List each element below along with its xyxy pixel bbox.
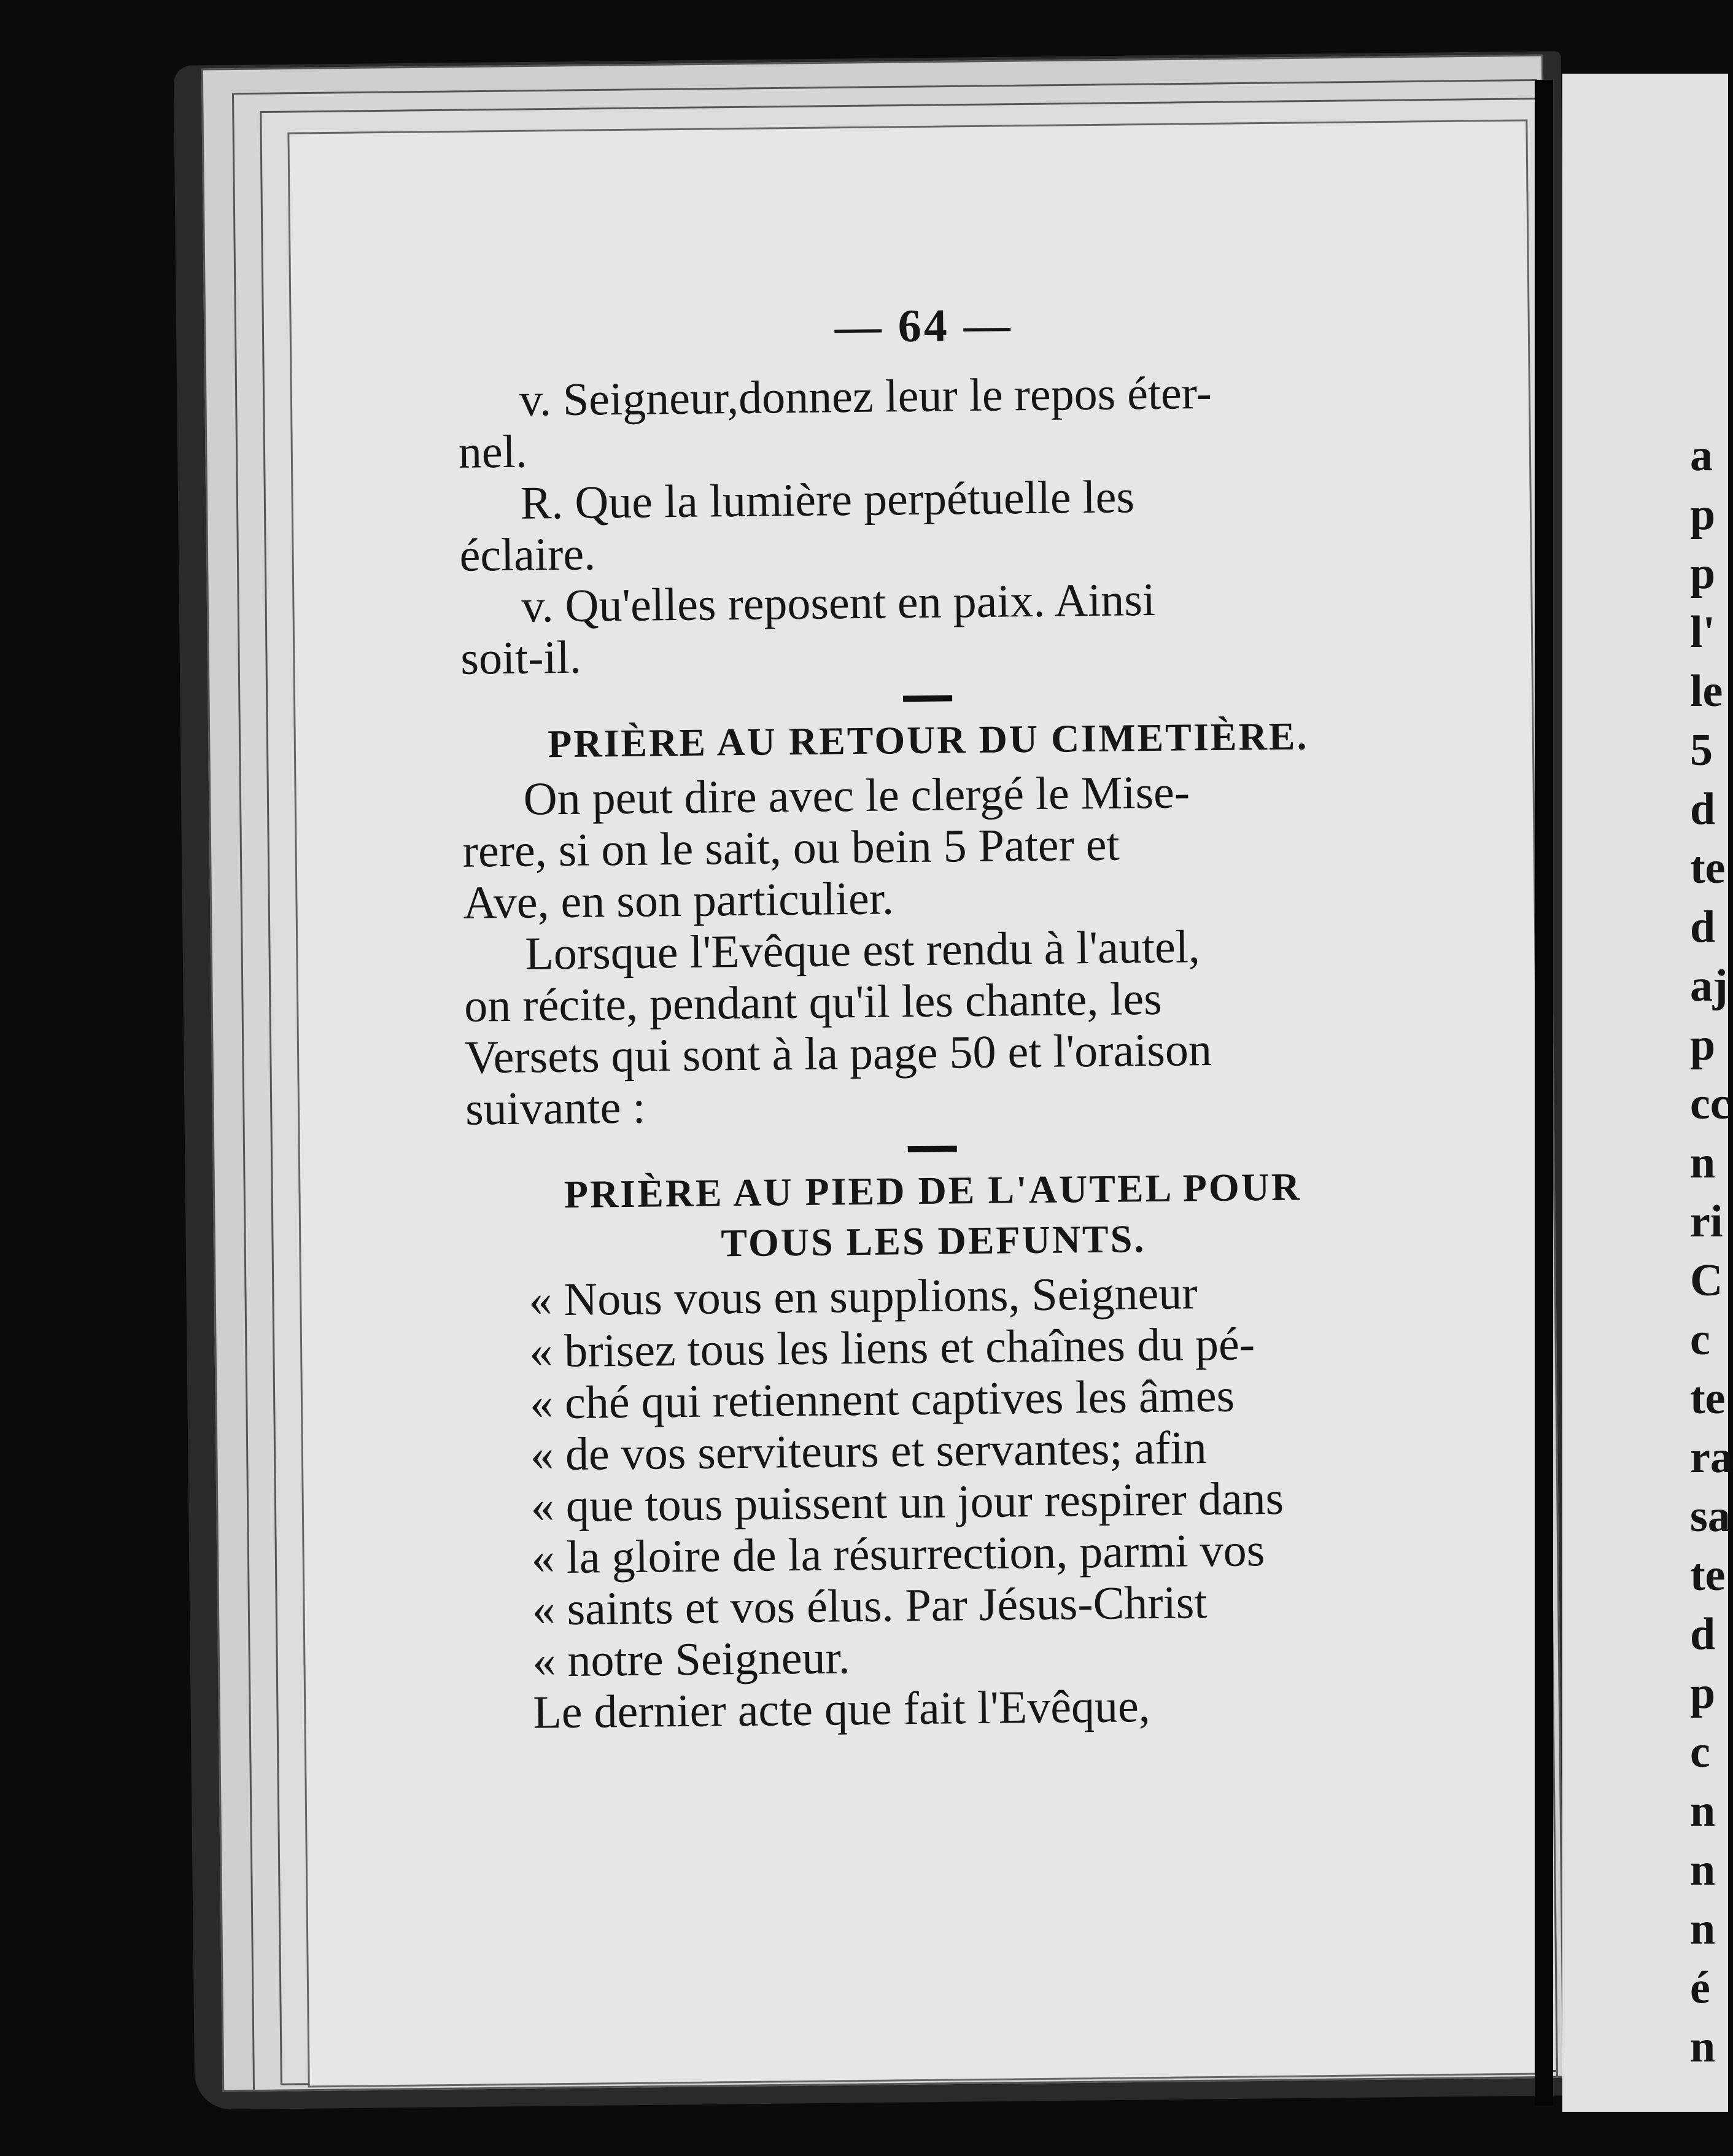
facing-page-fragment: te <box>1690 1550 1726 1600</box>
prayer-line <box>471 1626 1405 1688</box>
facing-page-fragment: é <box>1690 1963 1710 2013</box>
facing-page-fragment: d <box>1690 784 1716 834</box>
facing-page-fragment: d <box>1690 902 1716 952</box>
prayer-line <box>469 1472 1403 1533</box>
facing-page-fragment: n <box>1690 1138 1716 1188</box>
book-page <box>287 120 1548 2088</box>
facing-page-fragment: n <box>1690 2022 1716 2072</box>
prayer-line <box>470 1523 1403 1584</box>
text-line <box>462 816 1396 877</box>
text-span: suivante : <box>465 1081 646 1135</box>
prayer-line <box>468 1368 1402 1430</box>
text-span: éclaire. <box>459 528 596 581</box>
section-divider <box>903 695 952 702</box>
text-span: « que tous puissent un jour respirer dans <box>530 1472 1284 1532</box>
text-line <box>458 365 1392 427</box>
text-span: Lorsque l'Evêque est rendu à l'autel, <box>524 921 1201 980</box>
facing-page-fragment: p <box>1690 489 1716 540</box>
facing-page-fragment: c <box>1690 1314 1710 1365</box>
facing-page-fragment: n <box>1690 1904 1716 1954</box>
text-line <box>460 572 1394 633</box>
text-line <box>459 520 1393 581</box>
section-heading: PRIÈRE AU PIED DE L'AUTEL POUR <box>564 1165 1302 1217</box>
facing-page <box>1562 74 1733 2112</box>
text-span: nel. <box>458 425 528 478</box>
text-span: on récite, pendant qu'il les chante, les <box>463 972 1163 1032</box>
text-line <box>465 1022 1398 1084</box>
text-line <box>463 867 1397 929</box>
text-span: R. Que la lumière perpétuelle les <box>520 471 1135 529</box>
facing-page-fragment: sa <box>1690 1491 1731 1541</box>
text-line <box>458 417 1392 478</box>
facing-page-fragment: 5 <box>1690 725 1713 775</box>
facing-page-fragment: d <box>1690 1609 1716 1659</box>
facing-page-fragment: C <box>1690 1255 1723 1306</box>
facing-page-fragment: cc <box>1690 1079 1731 1129</box>
text-span: v. Seigneur,donnez leur le repos éter- <box>519 366 1212 426</box>
text-span: Ave, en son particulier. <box>463 872 894 929</box>
text-line <box>464 971 1398 1032</box>
text-span: rere, si on le sait, ou bein 5 Pater et <box>462 818 1120 877</box>
page-text <box>457 295 1405 1739</box>
facing-page-fragment: n <box>1690 1786 1716 1836</box>
text-span: « de vos serviteurs et servantes; afin <box>530 1422 1208 1481</box>
text-span: « saints et vos élus. Par Jésus-Christ <box>532 1576 1208 1635</box>
section-heading-continued: TOUS LES DEFUNTS. <box>721 1217 1146 1265</box>
book-gutter <box>1535 80 1553 2106</box>
facing-page-fragment: n <box>1690 1845 1716 1895</box>
text-span: « brisez tous les liens et chaînes du pé- <box>529 1318 1255 1378</box>
text-line <box>462 764 1395 826</box>
facing-page-fragment: te <box>1690 843 1726 893</box>
facing-page-fragment: p <box>1690 1020 1716 1070</box>
text-line <box>463 919 1397 980</box>
text-line <box>459 468 1392 530</box>
text-span: Le dernier acte que fait l'Evêque, <box>532 1680 1151 1739</box>
prayer-line <box>468 1317 1402 1378</box>
text-span: soit-il. <box>460 631 582 684</box>
text-span: « Nous vous en supplions, Seigneur <box>528 1267 1198 1326</box>
facing-page-fragment: ri <box>1690 1196 1723 1247</box>
facing-page-fragment: a <box>1690 430 1713 481</box>
facing-page-fragment: c <box>1690 1727 1710 1777</box>
text-span: On peut dire avec le clergé le Mise- <box>523 766 1190 825</box>
text-span: « ché qui retiennent captives les âmes <box>529 1370 1235 1429</box>
text-span: « notre Seigneur. <box>532 1632 851 1687</box>
facing-page-fragment: ra <box>1690 1432 1733 1483</box>
text-span: « la gloire de la résurrection, parmi vos <box>531 1524 1265 1584</box>
facing-page-fragment: p <box>1690 1668 1716 1718</box>
facing-page-fragment: te <box>1690 1373 1726 1424</box>
text-span: v. Qu'elles reposent en paix. Ainsi <box>521 573 1156 632</box>
page-number: — 64 — <box>834 299 1014 353</box>
text-line <box>465 1074 1399 1135</box>
prayer-line <box>467 1265 1401 1327</box>
facing-page-fragment: l' <box>1690 607 1716 657</box>
facing-page-fragment: le <box>1690 666 1723 716</box>
text-line <box>460 623 1394 684</box>
prayer-line <box>470 1575 1404 1636</box>
facing-page-fragment: aj <box>1690 961 1728 1011</box>
section-divider <box>908 1146 957 1152</box>
prayer-line <box>469 1420 1403 1481</box>
section-heading: PRIÈRE AU RETOUR DU CIMETIÈRE. <box>547 714 1309 766</box>
facing-page-fragment: p <box>1690 548 1716 599</box>
text-span: Versets qui sont à la page 50 et l'oraison <box>464 1023 1212 1084</box>
text-line <box>471 1678 1405 1739</box>
